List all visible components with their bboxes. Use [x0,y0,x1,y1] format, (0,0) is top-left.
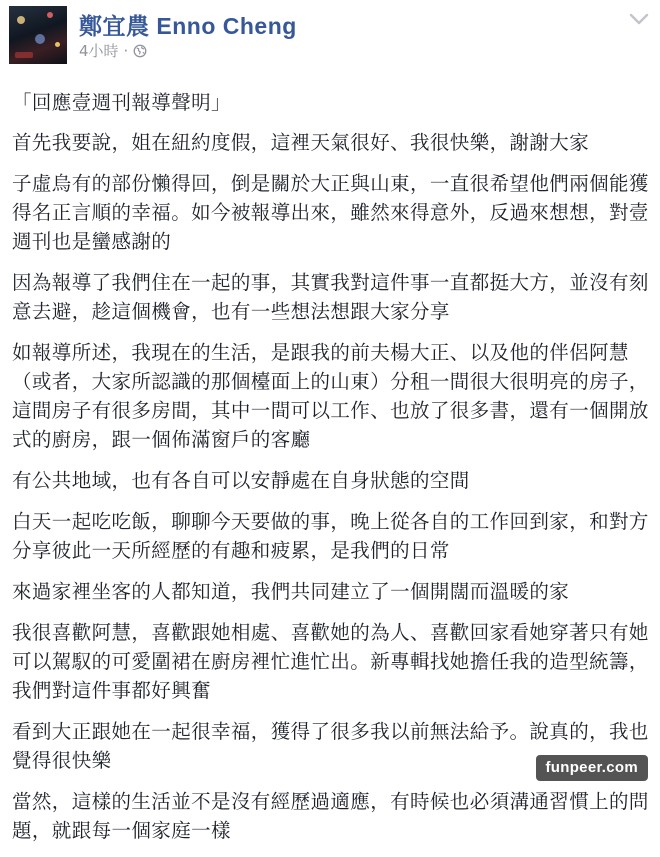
avatar-light [47,12,53,18]
post-body [12,88,652,857]
post-paragraph: 因為報導了我們住在一起的事，其實我對這件事一直都挺大方，並沒有刻意去避，趁這個機會，也有一些想法想跟大家分享 [12,271,649,323]
post-paragraph: 看到大正跟她在一起很幸福，獲得了很多我以前無法給予。說真的，我也覺得很快樂 [12,720,649,772]
post-timestamp-link[interactable]: 4小時 [79,42,119,60]
post-paragraph: 有公共地域，也有各自可以安靜處在自身狀態的空間 [12,469,470,492]
post-header [9,6,650,62]
avatar-light [17,16,25,24]
post-meta [79,40,147,61]
post-paragraph: 子虛烏有的部份懶得回，倒是關於大正與山東，一直很希望他們兩個能獲得名正言順的幸福。如今被報導出來，雖然來得意外，反過來想想，對壹週刊也是蠻感謝的 [12,172,649,253]
post-paragraph: 我很喜歡阿慧，喜歡跟她相處、喜歡她的為人、喜歡回家看她穿著只有她可以駕馭的可愛圍裙在廚房裡忙進忙出。新專輯找她擔任我的造型統籌，我們對這件事都好興奮 [12,621,649,702]
post-paragraph: 「回應壹週刊報導聲明」 [12,91,231,114]
author-name-link[interactable]: 鄭宜農 Enno Cheng [79,13,297,39]
globe-icon[interactable] [133,44,147,58]
post-paragraph: 如報導所述，我現在的生活，是跟我的前夫楊大正、以及他的伴侶阿慧（或者，大家所認識的那個檯面上的山東）分租一間很大很明亮的房子，這間房子有很多房間，其中一間可以工作、也放了很多書，還有一個開放式的廚房，跟一個佈滿窗戶的客廳 [12,341,649,451]
avatar-light [15,52,33,58]
author-avatar[interactable] [9,6,67,64]
post-paragraph: 來過家裡坐客的人都知道，我們共同建立了一個開闊而溫暖的家 [12,580,570,603]
avatar-light [35,34,45,44]
post-paragraph: 白天一起吃吃飯，聊聊今天要做的事，晚上從各自的工作回到家，和對方分享彼此一天所經歷的有趣和疲累，是我們的日常 [12,510,649,562]
site-watermark: funpeer.com [536,755,649,781]
post-paragraph: 首先我要說，姐在紐約度假，這裡天氣很好、我很快樂，謝謝大家 [12,131,590,154]
meta-separator: · [123,41,129,60]
avatar-light [55,42,60,47]
post-paragraph: 當然，這樣的生活並不是沒有經歷過適應，有時候也必須溝通習慣上的問題，就跟每一個家庭一樣 [12,790,649,842]
chevron-down-icon[interactable] [628,12,650,26]
